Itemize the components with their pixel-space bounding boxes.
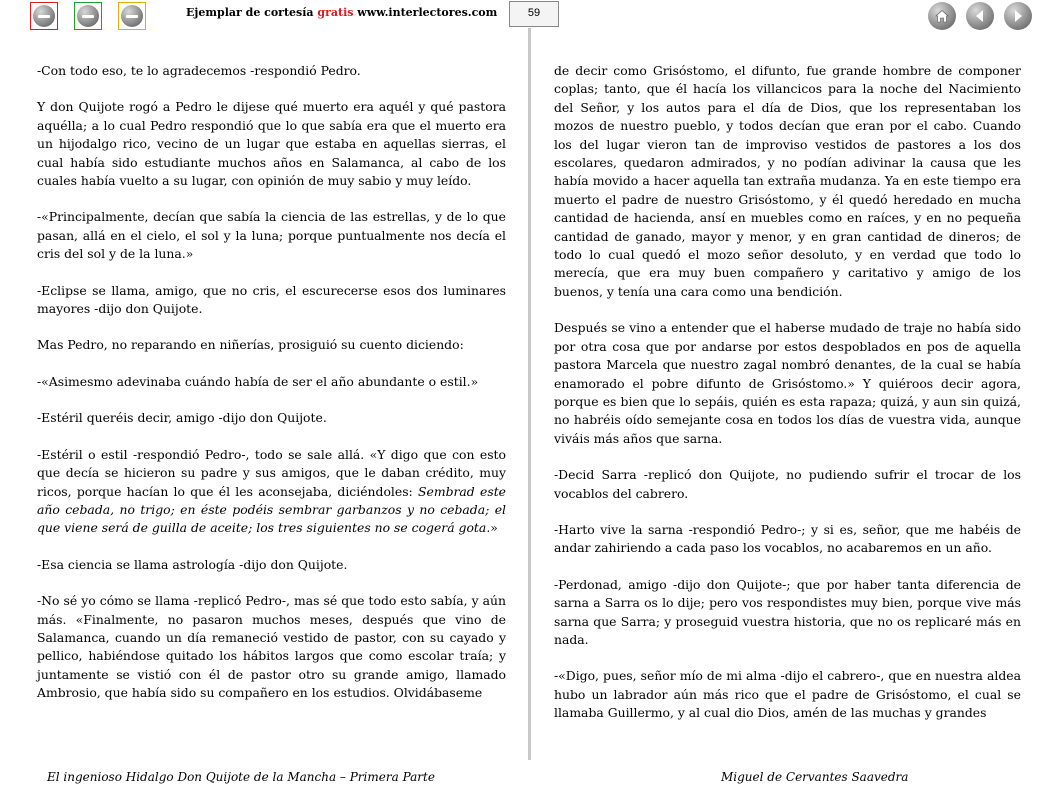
- header-title: [186, 6, 497, 19]
- paragraph: Mas Pedro, no reparando en niñerías, prosiguió su cuento diciendo:: [37, 337, 464, 353]
- paragraph: -Estéril queréis decir, amigo -dijo don Quijote.: [37, 410, 327, 426]
- right-column: [554, 62, 1021, 723]
- header-title-highlight: gratis: [317, 6, 354, 19]
- paragraph: -«Principalmente, decían que sabía la ciencia de las estrellas, y de lo que pasan, allá en el cielo, el sol y la luna; porque puntualmente nos decía el cris del sol y de la luna.»: [37, 209, 506, 262]
- paragraph-text: -Estéril o estil -respondió Pedro-, todo se sale allá. «Y digo que con esto que decía se hicieron su padre y sus amigos, que le daban crédito, muy ricos, porque hacían lo que él les aconsejaba, diciéndoles:: [37, 446, 506, 499]
- column-divider: [528, 28, 531, 760]
- footer-author: Miguel de Cervantes Saavedra: [721, 770, 909, 784]
- home-button[interactable]: [928, 2, 956, 30]
- paragraph: -Perdonad, amigo -dijo don Quijote-; que por haber tanta diferencia de sarna a Sarra os lo dije; pero vos respondistes muy bien, porque vive más sarna que Sarra; y proseguid vuestra historia, que no os replicaré más en nada.: [554, 576, 1021, 647]
- paragraph: -Eclipse se llama, amigo, que no cris, el escurecerse esos dos luminares mayores -dijo don Quijote.: [37, 282, 506, 317]
- paragraph: -Harto vive la sarna -respondió Pedro-; y si es, señor, que me habéis de andar zahiriendo a cada paso los vocablos, no acabaremos en un año.: [554, 521, 1021, 556]
- minimize-button-yellow[interactable]: [118, 2, 146, 30]
- paragraph: -Esa ciencia se llama astrología -dijo don Quijote.: [37, 556, 348, 572]
- paragraph: -Con todo eso, te lo agradecemos -respondió Pedro.: [37, 63, 361, 78]
- back-arrow-icon: [972, 8, 988, 24]
- minimize-button-red[interactable]: [30, 2, 58, 30]
- italic-quote: Sembrad este año cebada, no trigo; en éste podéis sembrar garbanzos y no cebada; el que viene será de guilla de aceite; los tres siguientes no se cogerá gota: [37, 483, 507, 536]
- header-title-suffix: www.interlectores.com: [353, 6, 498, 19]
- minimize-button-green[interactable]: [74, 2, 102, 30]
- header-title-prefix: Ejemplar de cortesía: [186, 6, 318, 19]
- paragraph: de decir como Grisóstomo, el difunto, fue grande hombre de componer coplas; tanto, que él hacía los villancicos para la noche del Nacimiento del Señor, y los autos para el día de Dios, que los representaban los mozos de nuestro pueblo, y todos decían que eran por el cabo. Cuando los del lugar vieron tan de improviso vestidos de pastores a los dos escolares, quedaron admirados, y no podían adivinar la causa que les había movido a hacer aquella tan extraña mudanza. Ya en este tiempo era muerto el padre de nuestro Grisóstomo, y él quedó heredado en mucha cantidad de hacienda, ansí en muebles como en raíces, y en no pequeña cantidad de ganado, mayor y menor, y en gran cantidad de dineros; de todo lo cual quedó el mozo señor desoluto, y en verdad que todo lo merecía, que era muy buen compañero y caritativo y amigo de los buenos, y tenía una cara como una bendición.: [554, 63, 1021, 299]
- paragraph: -Decid Sarra -replicó don Quijote, no pudiendo sufrir el trocar de los vocablos del cabrero.: [554, 467, 1021, 501]
- paragraph: Después se vino a entender que el haberse mudado de traje no había sido por otra cosa que por andarse por estos despoblados en pos de aquella pastora Marcela que nuestro zagal nombró denantes, de la cual se había enamorado el pobre difunto de Grisóstomo.» Y quiéroos decir agora, porque es bien que lo sepáis, quién es esta rapaza; quizá, y aun sin quizá, no habréis oído semejante cosa en todos los días de vuestra vida, aunque viváis más años que sarna.: [554, 320, 1021, 446]
- paragraph: -«Asimesmo adevinaba cuándo había de ser el año abundante o estil.»: [37, 373, 479, 389]
- paragraph: -No sé yo cómo se llama -replicó Pedro-, mas sé que todo esto sabía, y aún más. «Finalmente, no pasaron muchos meses, después que vino de Salamanca, cuando un día remaneció vestido de pastor, con su cayado y pellico, habiéndose quitado los hábitos largos que como escolar traía; y juntamente se vistió con él de pastor otro su grande amigo, llamado Ambrosio, que había sido su compañero en los estudios. Olvidábaseme: [37, 593, 506, 701]
- minimize-icon: [33, 5, 55, 27]
- home-icon: [934, 8, 950, 24]
- page-number: 59: [509, 1, 559, 27]
- paragraph: Y don Quijote rogó a Pedro le dijese qué muerto era aquél y qué pastora aquélla; a lo cual Pedro respondió que lo que sabía era que el muerto era un hijodalgo rico, vecino de un lugar que estaba en aquellas sierras, el cual había sido estudiante muchos años en Salamanca, al cabo de los cuales había vuelto a su lugar, con opinión de muy sabio y muy leído.: [37, 99, 506, 189]
- forward-arrow-icon: [1010, 8, 1026, 24]
- back-button[interactable]: [966, 2, 994, 30]
- paragraph: [37, 446, 506, 538]
- paragraph-text: .»: [486, 520, 498, 536]
- minimize-icon: [121, 5, 143, 27]
- left-column: [37, 62, 506, 703]
- paragraph: -«Digo, pues, señor mío de mi alma -dijo el cabrero-, que en nuestra aldea hubo un labrador aún más rico que el padre de Grisóstomo, el cual se llamaba Guillermo, y al cual dio Dios, amén de las muchas y grandes: [554, 668, 1021, 721]
- minimize-icon: [77, 5, 99, 27]
- forward-button[interactable]: [1004, 2, 1032, 30]
- footer-book-title: El ingenioso Hidalgo Don Quijote de la Mancha – Primera Parte: [47, 770, 435, 784]
